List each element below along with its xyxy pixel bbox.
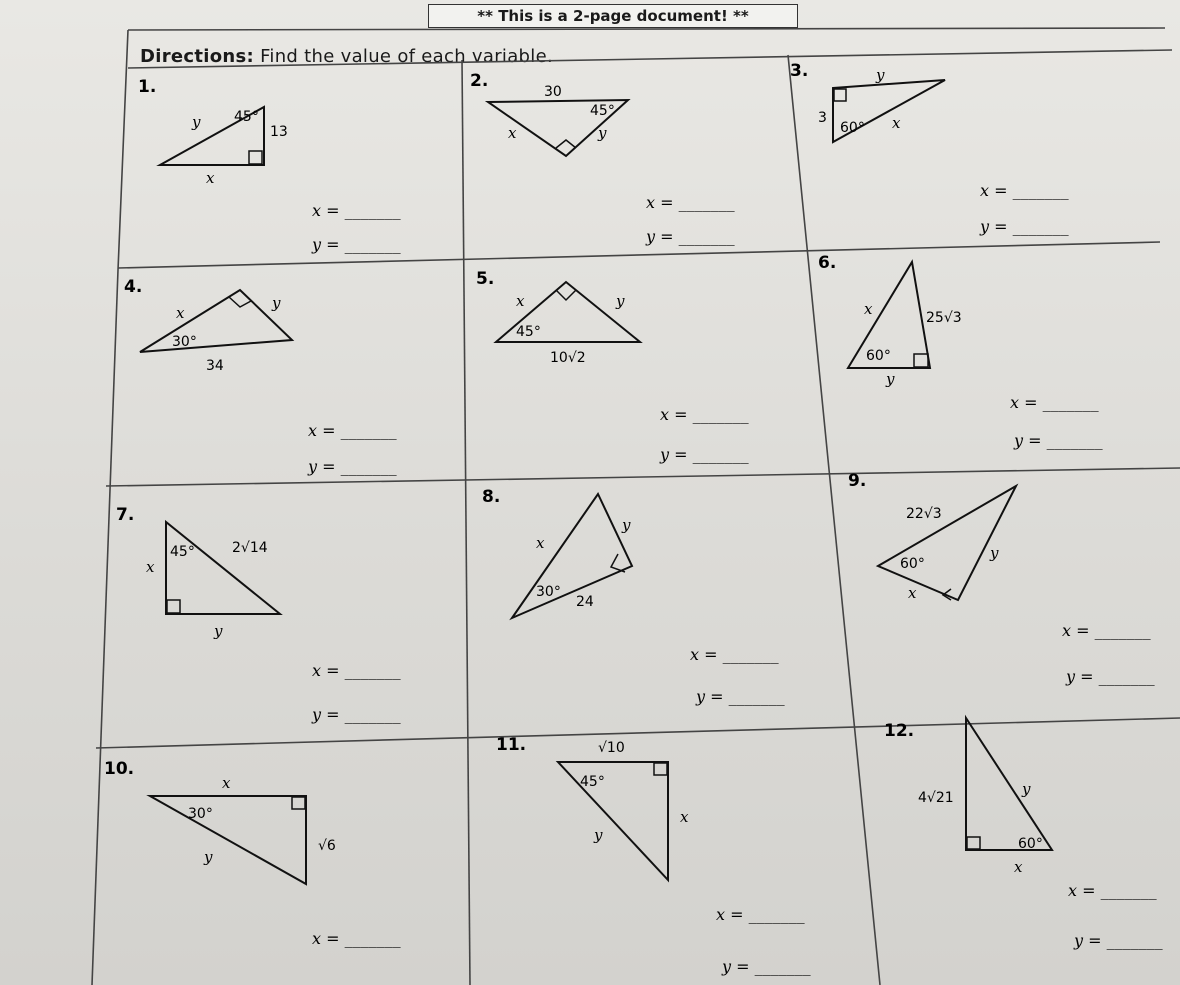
answer-x-blank: _______ bbox=[678, 193, 735, 212]
problem-number: 6. bbox=[818, 253, 837, 273]
problem-number: 3. bbox=[790, 61, 809, 81]
label-leg: √6 bbox=[318, 838, 336, 854]
label-leg: 25√3 bbox=[926, 310, 962, 326]
triangle bbox=[878, 486, 1016, 600]
label-angle: 45° bbox=[590, 103, 615, 119]
label-x: x bbox=[508, 124, 517, 142]
problem-8 bbox=[482, 487, 785, 706]
two-page-banner: ** This is a 2-page document! ** bbox=[428, 4, 798, 28]
answer-x bbox=[308, 421, 397, 440]
answer-x-label: x = bbox=[312, 661, 340, 680]
answer-y-label: y = bbox=[308, 457, 336, 476]
problem-1 bbox=[138, 77, 401, 254]
label-y: y bbox=[214, 622, 223, 640]
answer-x-label: x = bbox=[1062, 621, 1090, 640]
label-angle: 45° bbox=[234, 109, 259, 125]
answer-y-blank: _______ bbox=[1046, 431, 1103, 450]
problem-4 bbox=[124, 277, 397, 476]
problem-number: 2. bbox=[470, 71, 489, 91]
label-hypotenuse: √10 bbox=[598, 740, 625, 756]
problem-6 bbox=[818, 253, 1103, 450]
right-angle-mark bbox=[292, 797, 305, 809]
answer-x bbox=[312, 929, 401, 948]
right-angle-mark bbox=[654, 763, 667, 775]
problem-number: 11. bbox=[496, 735, 527, 755]
answer-x-label: x = bbox=[308, 421, 336, 440]
answer-y-blank: _______ bbox=[1106, 931, 1163, 950]
problem-number: 5. bbox=[476, 269, 495, 289]
answer-x bbox=[646, 193, 735, 212]
answer-y bbox=[695, 687, 785, 706]
answer-x-blank: _______ bbox=[722, 645, 779, 664]
label-hypotenuse: 13 bbox=[270, 124, 288, 140]
answer-x-blank: _______ bbox=[344, 201, 401, 220]
problem-5 bbox=[476, 269, 749, 464]
answer-x-blank: _______ bbox=[1042, 393, 1099, 412]
answer-x-label: x = bbox=[1010, 393, 1038, 412]
label-angle: 30° bbox=[536, 584, 561, 600]
triangle bbox=[166, 522, 280, 614]
answer-y-blank: _______ bbox=[692, 445, 749, 464]
answer-y-blank: _______ bbox=[344, 705, 401, 724]
answer-y bbox=[1073, 931, 1163, 950]
label-y: y bbox=[990, 544, 999, 562]
answer-x-label: x = bbox=[716, 905, 744, 924]
label-y: y bbox=[204, 848, 213, 866]
answer-y bbox=[979, 217, 1069, 236]
label-angle: 45° bbox=[170, 544, 195, 560]
problem-number: 1. bbox=[138, 77, 157, 97]
answer-y bbox=[1013, 431, 1103, 450]
answer-x-label: x = bbox=[1068, 881, 1096, 900]
label-x: x bbox=[206, 169, 215, 187]
problem-2 bbox=[470, 71, 735, 246]
answer-y-label: y = bbox=[696, 687, 724, 706]
answer-y-label: y = bbox=[722, 957, 750, 976]
answer-y bbox=[307, 457, 397, 476]
grid-lines bbox=[92, 28, 1180, 985]
answer-y bbox=[645, 227, 735, 246]
right-angle-mark bbox=[967, 837, 980, 849]
answer-y-blank: _______ bbox=[728, 687, 785, 706]
answer-x bbox=[980, 181, 1069, 200]
problem-9 bbox=[848, 471, 1155, 686]
right-angle-mark bbox=[834, 89, 846, 101]
label-y: y bbox=[616, 292, 625, 310]
triangle bbox=[150, 796, 306, 884]
label-x: x bbox=[146, 558, 155, 576]
answer-x-blank: _______ bbox=[340, 421, 397, 440]
label-hypotenuse: 2√14 bbox=[232, 540, 268, 556]
label-hypotenuse: 34 bbox=[206, 358, 224, 374]
right-angle-mark bbox=[249, 151, 262, 164]
answer-x-label: x = bbox=[690, 645, 718, 664]
answer-x-blank: _______ bbox=[344, 661, 401, 680]
problem-3 bbox=[790, 61, 1069, 236]
directions-lead: Directions: bbox=[140, 46, 255, 67]
answer-x bbox=[690, 645, 779, 664]
problem-number: 9. bbox=[848, 471, 867, 491]
answer-x bbox=[312, 661, 401, 680]
triangle bbox=[140, 290, 292, 352]
label-x: x bbox=[680, 808, 689, 826]
label-top: 30 bbox=[544, 84, 562, 100]
answer-y-blank: _______ bbox=[754, 957, 811, 976]
directions-text: Find the value of each variable. bbox=[260, 46, 553, 67]
answer-x-blank: _______ bbox=[692, 405, 749, 424]
answer-y bbox=[311, 235, 401, 254]
label-y: y bbox=[1022, 780, 1031, 798]
answer-x bbox=[1068, 881, 1157, 900]
answer-x bbox=[1010, 393, 1099, 412]
answer-x-label: x = bbox=[980, 181, 1008, 200]
label-hypotenuse: 22√3 bbox=[906, 506, 942, 522]
answer-y-label: y = bbox=[646, 227, 674, 246]
problem-number: 4. bbox=[124, 277, 143, 297]
answer-y bbox=[1065, 667, 1155, 686]
label-angle: 30° bbox=[172, 334, 197, 350]
answer-y-label: y = bbox=[1014, 431, 1042, 450]
label-angle: 60° bbox=[1018, 836, 1043, 852]
answer-x bbox=[716, 905, 805, 924]
answer-x bbox=[1062, 621, 1151, 640]
answer-y-label: y = bbox=[1074, 931, 1102, 950]
right-angle-mark bbox=[556, 290, 576, 300]
label-y: y bbox=[192, 113, 201, 131]
triangle bbox=[558, 762, 668, 880]
answer-x-label: x = bbox=[312, 929, 340, 948]
label-leg: 3 bbox=[818, 110, 827, 126]
answer-x bbox=[660, 405, 749, 424]
label-angle: 60° bbox=[840, 120, 865, 136]
label-x: x bbox=[536, 534, 545, 552]
label-leg: 24 bbox=[576, 594, 594, 610]
answer-x bbox=[312, 201, 401, 220]
answer-x-label: x = bbox=[646, 193, 674, 212]
label-angle: 30° bbox=[188, 806, 213, 822]
answer-y-blank: _______ bbox=[344, 235, 401, 254]
answer-y bbox=[659, 445, 749, 464]
answer-y-blank: _______ bbox=[1012, 217, 1069, 236]
answer-y-label: y = bbox=[312, 705, 340, 724]
answer-x-blank: _______ bbox=[344, 929, 401, 948]
answer-y bbox=[721, 957, 811, 976]
problem-12 bbox=[884, 718, 1163, 950]
answer-x-blank: _______ bbox=[1100, 881, 1157, 900]
triangle bbox=[512, 494, 632, 618]
answer-y-blank: _______ bbox=[678, 227, 735, 246]
answer-y-label: y = bbox=[312, 235, 340, 254]
label-y: y bbox=[876, 66, 885, 84]
answer-x-label: x = bbox=[660, 405, 688, 424]
label-angle: 60° bbox=[900, 556, 925, 572]
label-x: x bbox=[176, 304, 185, 322]
label-y: y bbox=[622, 516, 631, 534]
answer-x-blank: _______ bbox=[1094, 621, 1151, 640]
label-x: x bbox=[1014, 858, 1023, 876]
label-angle: 45° bbox=[580, 774, 605, 790]
label-y: y bbox=[594, 826, 603, 844]
problem-number: 7. bbox=[116, 505, 135, 525]
problem-10 bbox=[104, 759, 401, 948]
label-hypotenuse: 4√21 bbox=[918, 790, 954, 806]
label-y: y bbox=[272, 294, 281, 312]
label-angle: 45° bbox=[516, 324, 541, 340]
answer-y-label: y = bbox=[1066, 667, 1094, 686]
problem-number: 12. bbox=[884, 721, 915, 741]
answer-x-blank: _______ bbox=[1012, 181, 1069, 200]
answer-x-blank: _______ bbox=[748, 905, 805, 924]
problem-11 bbox=[496, 735, 811, 976]
label-angle: 60° bbox=[866, 348, 891, 364]
label-x: x bbox=[516, 292, 525, 310]
label-x: x bbox=[908, 584, 917, 602]
right-angle-mark bbox=[167, 600, 180, 613]
right-angle-mark bbox=[914, 354, 928, 367]
label-x: x bbox=[892, 114, 901, 132]
problem-number: 8. bbox=[482, 487, 501, 507]
label-x: x bbox=[864, 300, 873, 318]
label-hypotenuse: 10√2 bbox=[550, 350, 586, 366]
answer-y-blank: _______ bbox=[1098, 667, 1155, 686]
answer-x-label: x = bbox=[312, 201, 340, 220]
triangle bbox=[966, 718, 1052, 850]
answer-y bbox=[311, 705, 401, 724]
label-x: x bbox=[222, 774, 231, 792]
answer-y-blank: _______ bbox=[340, 457, 397, 476]
label-y: y bbox=[598, 124, 607, 142]
problem-number: 10. bbox=[104, 759, 135, 779]
problem-7 bbox=[116, 505, 401, 724]
right-angle-mark bbox=[556, 140, 576, 148]
label-y: y bbox=[886, 370, 895, 388]
answer-y-label: y = bbox=[660, 445, 688, 464]
answer-y-label: y = bbox=[980, 217, 1008, 236]
